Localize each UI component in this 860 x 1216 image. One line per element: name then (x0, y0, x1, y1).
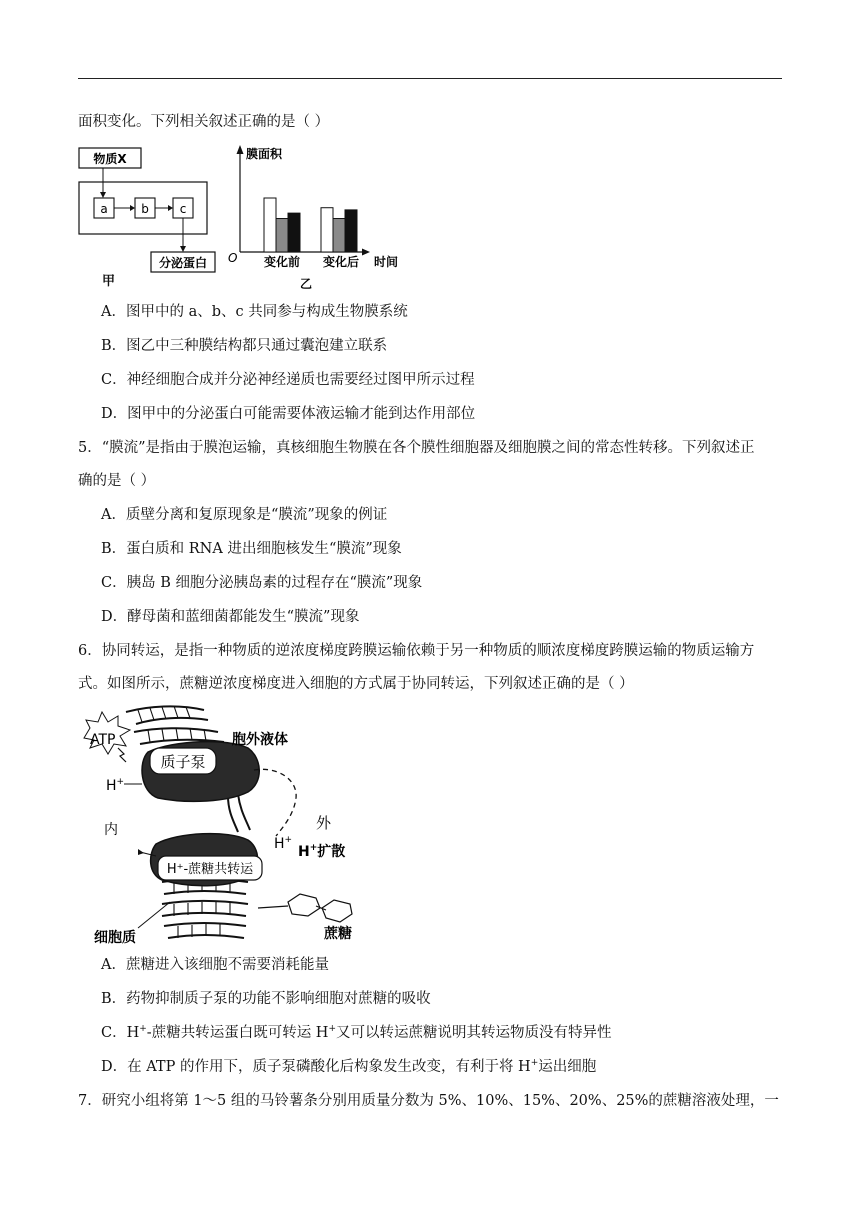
outside-fluid-label: 胞外液体 (232, 732, 288, 748)
q4-option-b: B．图乙中三种膜结构都只通过囊泡建立联系 (101, 338, 388, 354)
h-mid-label: H+ (274, 835, 293, 852)
bar-after-membrane-2 (333, 219, 345, 252)
q6-stem-1: 6．协同转运，是指一种物质的逆浓度梯度跨膜运输依赖于另一种物质的顺浓度梯度跨膜运输的物质运输方 (78, 643, 755, 659)
figure-jia (78, 144, 228, 284)
bar-after-membrane-1 (321, 208, 333, 252)
q6-option-a: A．蔗糖进入该细胞不需要消耗能量 (101, 957, 329, 973)
caption-yi: 乙 (300, 277, 313, 291)
q5-option-b: B．蛋白质和 RNA 进出细胞核发生“膜流”现象 (101, 541, 402, 557)
h-diffusion-label: H+扩散 (298, 843, 346, 860)
x-axis-label: 时间 (374, 255, 399, 269)
q4-option-a: A．图甲中的 a、b、c 共同参与构成生物膜系统 (101, 304, 408, 320)
caption-jia: 甲 (102, 274, 116, 289)
header-rule (78, 78, 782, 79)
bar-before-membrane-1 (264, 198, 276, 252)
figure-yi-chart (224, 142, 414, 292)
svg-text:c: c (179, 202, 187, 216)
cotransporter-label: H⁺-蔗糖共转运 (166, 862, 254, 877)
q4-option-d: D．图甲中的分泌蛋白可能需要体液运输才能到达作用部位 (101, 406, 476, 422)
bar-after-membrane-3 (345, 210, 357, 252)
svg-text:a: a (100, 202, 108, 216)
x-cat-after: 变化后 (322, 255, 360, 269)
q5-option-a: A．质壁分离和复原现象是“膜流”现象的例证 (101, 507, 388, 523)
label-substance-x: 物质X (93, 152, 127, 166)
q5-stem-2: 确的是（ ） (78, 473, 156, 489)
q7-stem-1: 7．研究小组将第 1～5 组的马铃薯条分别用质量分数为 5%、10%、15%、20%、25%的蔗糖溶液处理，一 (78, 1093, 779, 1109)
q4-stem: 面积变化。下列相关叙述正确的是（ ） (78, 114, 330, 130)
sucrose-molecule-icon (258, 894, 352, 922)
svg-text:b: b (141, 202, 149, 216)
q4-option-c: C．神经细胞合成并分泌神经递质也需要经过图甲所示过程 (101, 372, 475, 388)
outside-word-label: 外 (316, 814, 332, 832)
figure-cotransport (78, 702, 378, 948)
bar-before-membrane-3 (288, 213, 300, 252)
q6-option-c: C．H+-蔗糖共转运蛋白既可转运 H+又可以转运蔗糖说明其转运物质没有特异性 (101, 1024, 612, 1041)
bar-before-membrane-2 (276, 219, 288, 252)
q6-option-b: B．药物抑制质子泵的功能不影响细胞对蔗糖的吸收 (101, 991, 431, 1007)
atp-label: ATP (90, 732, 116, 748)
svg-text:分泌蛋白: 分泌蛋白 (158, 256, 208, 270)
q6-stem-2: 式。如图所示，蔗糖逆浓度梯度进入细胞的方式属于协同转运，下列叙述正确的是（ ） (78, 676, 634, 692)
proton-pump-label: 质子泵 (160, 753, 206, 771)
inside-label: 内 (104, 822, 118, 838)
q5-option-d: D．酵母菌和蓝细菌都能发生“膜流”现象 (101, 609, 360, 625)
q6-option-d: D．在 ATP 的作用下，质子泵磷酸化后构象发生改变，有利于将 H+运出细胞 (101, 1058, 597, 1075)
q5-stem-1: 5．“膜流”是指由于膜泡运输，真核细胞生物膜在各个膜性细胞器及细胞膜之间的常态性转移。下列叙述正 (78, 440, 755, 456)
cytoplasm-label: 细胞质 (94, 930, 136, 946)
y-axis-label: 膜面积 (246, 147, 283, 161)
q5-option-c: C．胰岛 B 细胞分泌胰岛素的过程存在“膜流”现象 (101, 575, 423, 591)
sucrose-label: 蔗糖 (324, 926, 352, 942)
x-cat-before: 变化前 (263, 255, 301, 269)
origin-label: O (228, 251, 238, 265)
h-left-label: H+ (106, 777, 125, 794)
